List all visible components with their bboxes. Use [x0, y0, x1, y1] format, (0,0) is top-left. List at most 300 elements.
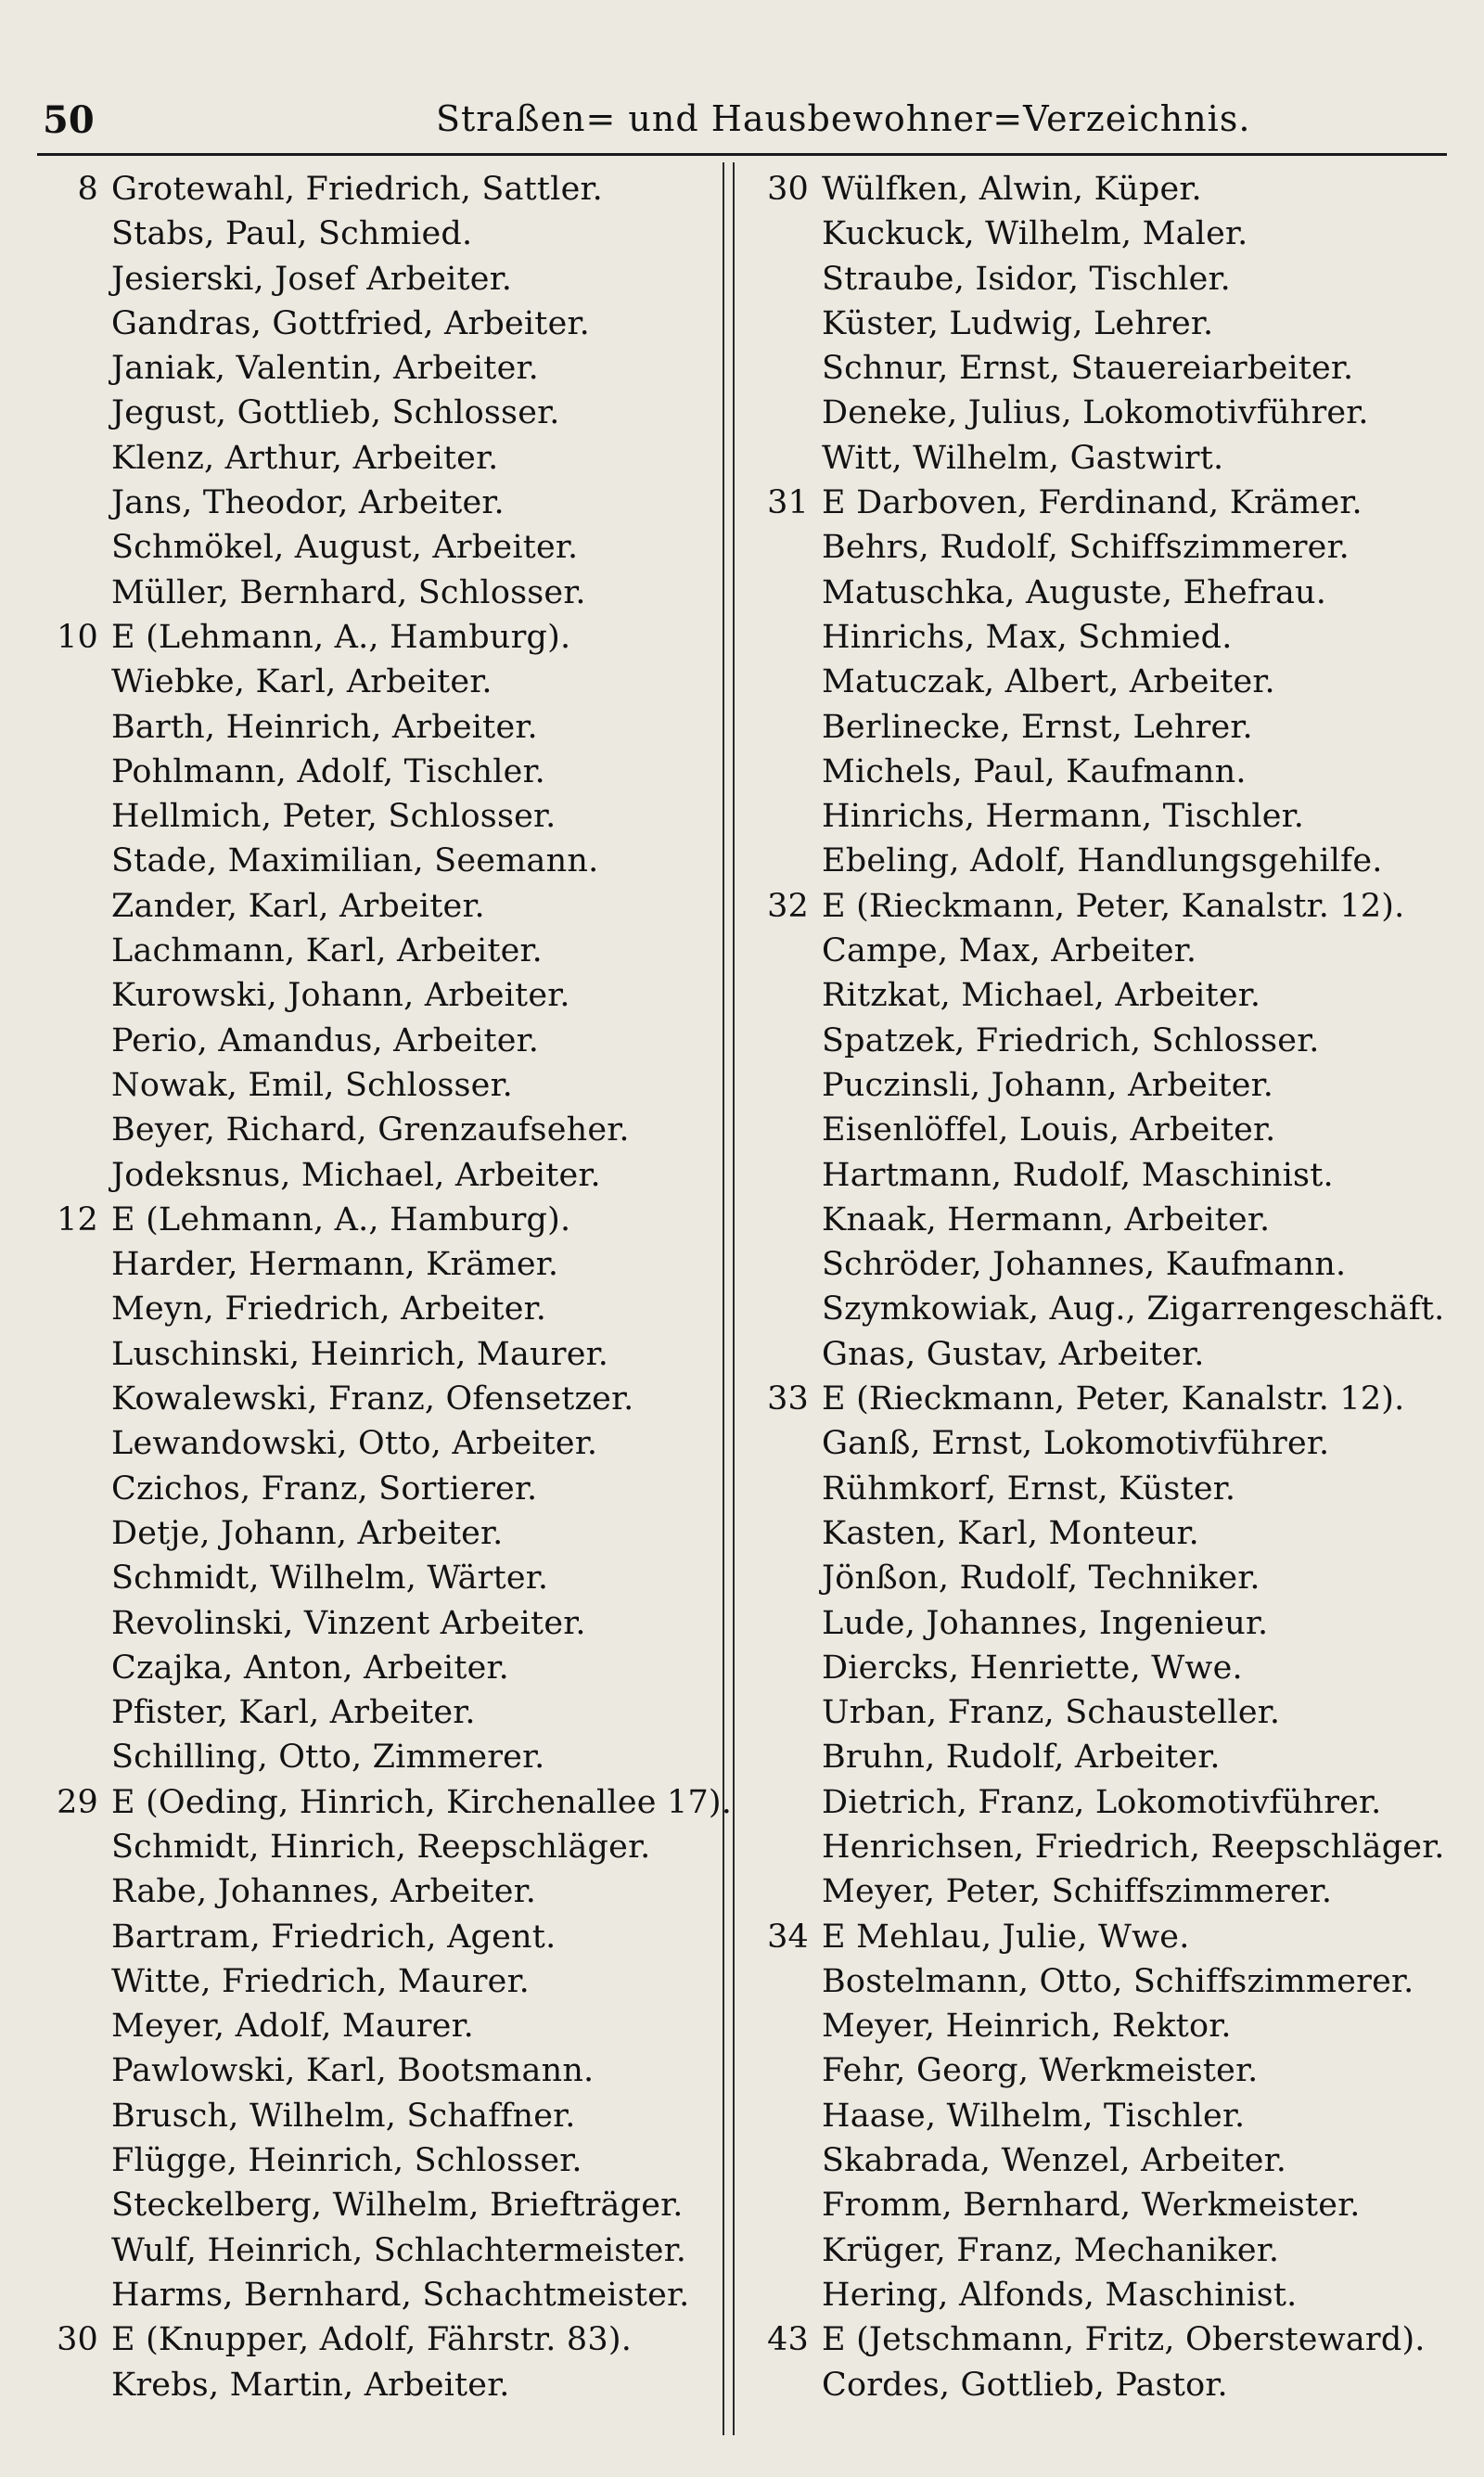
resident-entry: Steckelberg, Wilhelm, Briefträger.: [111, 2187, 684, 2225]
resident-entry: Brusch, Wilhelm, Schaffner.: [111, 2097, 576, 2135]
house-number: [733, 212, 822, 256]
house-number: [733, 1735, 822, 1779]
resident-entry: Czajka, Anton, Arbeiter.: [111, 1649, 509, 1687]
resident-entry: Szymkowiak, Aug., Zigarrengeschäft.: [822, 1290, 1445, 1328]
house-number: [733, 1556, 822, 1600]
house-number: [733, 391, 822, 435]
house-number: [37, 212, 111, 256]
resident-entry: Kowalewski, Franz, Ofensetzer.: [111, 1380, 634, 1418]
house-number: [733, 2094, 822, 2138]
directory-entry: [733, 2138, 1465, 2183]
resident-entry: Rabe, Johannes, Arbeiter.: [111, 1873, 537, 1911]
house-number: [733, 1511, 822, 1556]
resident-entry: Schnur, Ernst, Stauereiarbeiter.: [822, 350, 1354, 388]
resident-entry: Nowak, Emil, Schlosser.: [111, 1066, 513, 1104]
house-number: [733, 660, 822, 704]
directory-entry: [733, 346, 1465, 391]
directory-entry: [733, 1735, 1465, 1779]
house-number: [37, 1646, 111, 1690]
resident-entry: Knaak, Hermann, Arbeiter.: [822, 1200, 1271, 1238]
house-number: [733, 794, 822, 839]
directory-entry: [37, 1198, 723, 1242]
resident-entry: Küster, Ludwig, Lehrer.: [822, 304, 1214, 342]
directory-entry: [733, 212, 1465, 256]
resident-entry: Stade, Maximilian, Seemann.: [111, 842, 599, 880]
house-number: [733, 346, 822, 391]
resident-entry: Czichos, Franz, Sortierer.: [111, 1470, 538, 1508]
house-number: [37, 571, 111, 615]
house-number: [37, 1601, 111, 1646]
house-number: [37, 2363, 111, 2407]
directory-entry: [37, 1825, 723, 1869]
directory-entry: [37, 1108, 723, 1152]
house-number: [37, 1153, 111, 1198]
directory-entry: [733, 167, 1465, 212]
directory-entry: [37, 884, 723, 929]
directory-entry: [37, 1063, 723, 1108]
resident-entry: Meyer, Adolf, Maurer.: [111, 2008, 474, 2046]
directory-entry: [37, 794, 723, 839]
resident-entry: Skabrada, Wenzel, Arbeiter.: [822, 2142, 1287, 2180]
house-number: 31: [767, 484, 809, 522]
directory-entry: [733, 660, 1465, 704]
directory-entry: [37, 615, 723, 660]
house-number: 30: [57, 2321, 98, 2359]
directory-entry: [733, 2094, 1465, 2138]
directory-entry: [37, 302, 723, 346]
house-number: 32: [767, 887, 809, 925]
house-number: [733, 1019, 822, 1063]
resident-entry: Revolinski, Vinzent Arbeiter.: [111, 1604, 586, 1642]
house-number: [37, 1332, 111, 1377]
house-number: [37, 660, 111, 704]
resident-entry: Hellmich, Peter, Schlosser.: [111, 798, 556, 836]
directory-entry: [37, 2317, 723, 2362]
house-number: [733, 302, 822, 346]
directory-entry: [37, 2138, 723, 2183]
house-number: [37, 2138, 111, 2183]
house-number: [733, 1646, 822, 1690]
directory-entry: [37, 346, 723, 391]
house-number: 30: [767, 171, 809, 208]
resident-entry: Haase, Wilhelm, Tischler.: [822, 2097, 1246, 2135]
directory-entry: [37, 2183, 723, 2227]
directory-entry: [733, 1915, 1465, 1959]
house-number: [733, 1421, 822, 1466]
resident-entry: Straube, Isidor, Tischler.: [822, 260, 1231, 298]
directory-entry: [733, 1780, 1465, 1825]
house-number: [37, 1825, 111, 1869]
house-number: [37, 1915, 111, 1959]
house-number: [733, 2363, 822, 2407]
resident-entry: Pohlmann, Adolf, Tischler.: [111, 752, 545, 790]
house-number: [733, 929, 822, 973]
house-number: [37, 2004, 111, 2048]
resident-entry: Fehr, Georg, Werkmeister.: [822, 2052, 1259, 2090]
resident-entry: Ebeling, Adolf, Handlungsgehilfe.: [822, 842, 1383, 880]
resident-entry: Perio, Amandus, Arbeiter.: [111, 1021, 540, 1059]
directory-entry: [37, 1735, 723, 1779]
directory-entry: [37, 391, 723, 435]
resident-entry: Meyn, Friedrich, Arbeiter.: [111, 1290, 547, 1328]
directory-entry: [733, 481, 1465, 525]
resident-entry: E Darboven, Ferdinand, Krämer.: [822, 484, 1362, 522]
resident-entry: Gandras, Gottfried, Arbeiter.: [111, 304, 590, 342]
directory-entry: [733, 302, 1465, 346]
directory-entry: [37, 257, 723, 302]
directory-entry: [733, 1556, 1465, 1600]
resident-entry: Schmidt, Hinrich, Reepschläger.: [111, 1828, 651, 1866]
resident-entry: Jönßon, Rudolf, Techniker.: [822, 1559, 1260, 1598]
running-title: Straßen= und Hausbewohner=Verzeichnis.: [436, 98, 1251, 139]
house-number: [37, 2048, 111, 2093]
resident-entry: Grotewahl, Friedrich, Sattler.: [111, 171, 603, 208]
resident-entry: Fromm, Bernhard, Werkmeister.: [822, 2187, 1361, 2225]
resident-entry: Harms, Bernhard, Schachtmeister.: [111, 2276, 690, 2314]
resident-entry: Schröder, Johannes, Kaufmann.: [822, 1246, 1347, 1284]
house-number: [37, 2228, 111, 2273]
house-number: [37, 436, 111, 481]
directory-entry: [37, 1511, 723, 1556]
directory-entry: [733, 1959, 1465, 2004]
header-rule: [37, 153, 1447, 156]
house-number: [733, 1108, 822, 1152]
house-number: [37, 1063, 111, 1108]
house-number: [37, 884, 111, 929]
resident-entry: Krebs, Martin, Arbeiter.: [111, 2366, 510, 2404]
directory-entry: [733, 1601, 1465, 1646]
house-number: [37, 1242, 111, 1287]
house-number: [37, 1690, 111, 1735]
directory-entry: [37, 1959, 723, 2004]
directory-entry: [37, 1556, 723, 1600]
directory-entry: [37, 1601, 723, 1646]
resident-entry: Kasten, Karl, Monteur.: [822, 1514, 1199, 1552]
resident-entry: Detje, Johann, Arbeiter.: [111, 1514, 504, 1552]
resident-entry: E (Lehmann, A., Hamburg).: [111, 1200, 571, 1238]
house-number: [733, 1287, 822, 1331]
directory-entry: [37, 436, 723, 481]
resident-entry: Michels, Paul, Kaufmann.: [822, 752, 1247, 790]
directory-entry: [733, 525, 1465, 570]
house-number: [733, 2228, 822, 2273]
house-number: [733, 1332, 822, 1377]
house-number: [733, 525, 822, 570]
resident-entry: E Mehlau, Julie, Wwe.: [822, 1918, 1190, 1956]
directory-entry: [37, 660, 723, 704]
directory-entry: [37, 2273, 723, 2317]
house-number: 8: [77, 171, 98, 208]
directory-entry: [733, 1198, 1465, 1242]
house-number: [733, 436, 822, 481]
house-number: [37, 1467, 111, 1511]
resident-entry: Spatzek, Friedrich, Schlosser.: [822, 1021, 1320, 1059]
house-number: [37, 1421, 111, 1466]
house-number: [37, 1556, 111, 1600]
resident-entry: Janiak, Valentin, Arbeiter.: [111, 350, 539, 388]
directory-entry: [37, 2094, 723, 2138]
house-number: [733, 571, 822, 615]
directory-entry: [733, 571, 1465, 615]
resident-entry: Krüger, Franz, Mechaniker.: [822, 2231, 1280, 2269]
house-number: [37, 346, 111, 391]
resident-entry: Campe, Max, Arbeiter.: [822, 932, 1197, 970]
resident-entry: Schmökel, August, Arbeiter.: [111, 529, 579, 567]
directory-entry: [733, 1019, 1465, 1063]
house-number: [733, 1601, 822, 1646]
house-number: [37, 1511, 111, 1556]
resident-entry: Bartram, Friedrich, Agent.: [111, 1918, 556, 1956]
house-number: [37, 302, 111, 346]
house-number: 43: [767, 2321, 809, 2359]
house-number: [733, 1780, 822, 1825]
resident-entry: Pawlowski, Karl, Bootsmann.: [111, 2052, 595, 2090]
house-number: [733, 839, 822, 883]
house-number: [733, 2183, 822, 2227]
resident-entry: Matuczak, Albert, Arbeiter.: [822, 663, 1275, 701]
directory-entry: [733, 1242, 1465, 1287]
directory-entry: [733, 929, 1465, 973]
house-number: [733, 1825, 822, 1869]
directory-entry: [37, 705, 723, 750]
house-number: [733, 750, 822, 794]
house-number: [733, 1959, 822, 2004]
resident-entry: Schilling, Otto, Zimmerer.: [111, 1739, 545, 1777]
house-number: [37, 929, 111, 973]
resident-entry: Rühmkorf, Ernst, Küster.: [822, 1470, 1236, 1508]
resident-entry: Barth, Heinrich, Arbeiter.: [111, 708, 538, 746]
resident-entry: Witte, Friedrich, Maurer.: [111, 1962, 530, 2000]
house-number: [733, 2004, 822, 2048]
house-number: [37, 794, 111, 839]
directory-entry: [37, 750, 723, 794]
resident-entry: Hering, Alfonds, Maschinist.: [822, 2276, 1298, 2314]
house-number: [37, 525, 111, 570]
directory-entry: [37, 1690, 723, 1735]
resident-entry: Lewandowski, Otto, Arbeiter.: [111, 1425, 598, 1463]
house-number: [37, 705, 111, 750]
directory-entry: [733, 1377, 1465, 1421]
resident-entry: Luschinski, Heinrich, Maurer.: [111, 1335, 609, 1373]
left-column: [37, 167, 733, 2407]
directory-entry: [733, 2363, 1465, 2407]
house-number: [37, 391, 111, 435]
resident-entry: Deneke, Julius, Lokomotivführer.: [822, 394, 1369, 432]
directory-entry: [733, 2317, 1465, 2362]
directory-entry: [37, 1153, 723, 1198]
resident-entry: Dietrich, Franz, Lokomotivführer.: [822, 1783, 1382, 1821]
directory-entry: [37, 2004, 723, 2048]
resident-entry: Hinrichs, Max, Schmied.: [822, 618, 1233, 656]
directory-entry: [733, 615, 1465, 660]
house-number: 10: [57, 618, 98, 656]
resident-entry: Witt, Wilhelm, Gastwirt.: [822, 439, 1224, 477]
directory-entry: [733, 1869, 1465, 1914]
directory-entry: [733, 1287, 1465, 1331]
house-number: [37, 750, 111, 794]
directory-entry: [733, 884, 1465, 929]
directory-entry: [733, 2183, 1465, 2227]
resident-entry: E (Oeding, Hinrich, Kirchenallee 17).: [111, 1783, 733, 1821]
house-number: [37, 2183, 111, 2227]
house-number: 12: [57, 1200, 98, 1238]
house-number: [733, 1242, 822, 1287]
resident-entry: Gnas, Gustav, Arbeiter.: [822, 1335, 1205, 1373]
resident-entry: Kuckuck, Wilhelm, Maler.: [822, 215, 1248, 253]
house-number: [733, 1153, 822, 1198]
directory-entry: [37, 1467, 723, 1511]
house-number: [37, 1869, 111, 1914]
resident-entry: Lude, Johannes, Ingenieur.: [822, 1604, 1269, 1642]
directory-entry: [37, 167, 723, 212]
directory-entry: [37, 1421, 723, 1466]
directory-entry: [733, 705, 1465, 750]
house-number: 29: [57, 1783, 98, 1821]
directory-entry: [733, 1421, 1465, 1466]
directory-entry: [37, 929, 723, 973]
resident-entry: Beyer, Richard, Grenzaufseher.: [111, 1111, 630, 1149]
house-number: [37, 2273, 111, 2317]
directory-entry: [733, 839, 1465, 883]
resident-entry: Klenz, Arthur, Arbeiter.: [111, 439, 499, 477]
resident-entry: Hartmann, Rudolf, Maschinist.: [822, 1156, 1334, 1194]
resident-entry: Schmidt, Wilhelm, Wärter.: [111, 1559, 549, 1598]
directory-entry: [733, 436, 1465, 481]
resident-entry: Ritzkat, Michael, Arbeiter.: [822, 977, 1261, 1015]
resident-entry: Matuschka, Auguste, Ehefrau.: [822, 573, 1327, 611]
resident-entry: Urban, Franz, Schausteller.: [822, 1694, 1281, 1732]
directory-entry: [733, 1825, 1465, 1869]
house-number: [37, 2094, 111, 2138]
house-number: [733, 2048, 822, 2093]
resident-entry: Meyer, Heinrich, Rektor.: [822, 2008, 1232, 2046]
resident-entry: Hinrichs, Hermann, Tischler.: [822, 798, 1305, 836]
directory-entry: [37, 1287, 723, 1331]
directory-entry: [733, 2273, 1465, 2317]
directory-entry: [733, 391, 1465, 435]
resident-entry: E (Jetschmann, Fritz, Obersteward).: [822, 2321, 1426, 2359]
house-number: 34: [767, 1918, 809, 1956]
house-number: [733, 615, 822, 660]
house-number: [37, 1377, 111, 1421]
directory-entry: [733, 2048, 1465, 2093]
house-number: [733, 1690, 822, 1735]
resident-entry: E (Knupper, Adolf, Fährstr. 83).: [111, 2321, 633, 2359]
house-number: [733, 2273, 822, 2317]
directory-entry: [733, 1108, 1465, 1152]
house-number: [37, 1019, 111, 1063]
directory-entry: [37, 1019, 723, 1063]
directory-entry: [37, 1242, 723, 1287]
resident-entry: Cordes, Gottlieb, Pastor.: [822, 2366, 1228, 2404]
resident-entry: Jesierski, Josef Arbeiter.: [111, 260, 513, 298]
house-number: [37, 1108, 111, 1152]
directory-entry: [733, 1153, 1465, 1198]
page-number: 50: [43, 98, 95, 142]
resident-entry: E (Rieckmann, Peter, Kanalstr. 12).: [822, 887, 1405, 925]
house-number: [37, 1959, 111, 2004]
directory-entry: [733, 1646, 1465, 1690]
house-number: [37, 1735, 111, 1779]
resident-entry: Pfister, Karl, Arbeiter.: [111, 1694, 476, 1732]
directory-entry: [37, 1869, 723, 1914]
resident-entry: Berlinecke, Ernst, Lehrer.: [822, 708, 1253, 746]
directory-entry: [37, 2363, 723, 2407]
resident-entry: Kurowski, Johann, Arbeiter.: [111, 977, 570, 1015]
directory-entry: [37, 1915, 723, 1959]
resident-entry: Henrichsen, Friedrich, Reepschläger.: [822, 1828, 1445, 1866]
resident-entry: Müller, Bernhard, Schlosser.: [111, 573, 586, 611]
resident-entry: Eisenlöffel, Louis, Arbeiter.: [822, 1111, 1276, 1149]
resident-entry: Harder, Hermann, Krämer.: [111, 1246, 559, 1284]
resident-entry: Wiebke, Karl, Arbeiter.: [111, 663, 493, 701]
house-number: [733, 2138, 822, 2183]
directory-entry: [733, 1063, 1465, 1108]
resident-entry: Ganß, Ernst, Lokomotivführer.: [822, 1425, 1330, 1463]
directory-entry: [37, 2228, 723, 2273]
house-number: [733, 257, 822, 302]
directory-entry: [733, 257, 1465, 302]
directory-entry: [733, 750, 1465, 794]
house-number: [733, 1063, 822, 1108]
resident-entry: Meyer, Peter, Schiffszimmerer.: [822, 1873, 1333, 1911]
directory-entry: [733, 794, 1465, 839]
directory-entry: [733, 2004, 1465, 2048]
resident-entry: Wulf, Heinrich, Schlachtermeister.: [111, 2231, 687, 2269]
house-number: 33: [767, 1380, 809, 1418]
directory-entry: [37, 571, 723, 615]
house-number: [37, 1287, 111, 1331]
directory-entry: [37, 839, 723, 883]
directory-entry: [733, 1511, 1465, 1556]
resident-entry: Zander, Karl, Arbeiter.: [111, 887, 485, 925]
directory-entry: [733, 1467, 1465, 1511]
resident-entry: Lachmann, Karl, Arbeiter.: [111, 932, 543, 970]
resident-entry: Bruhn, Rudolf, Arbeiter.: [822, 1739, 1221, 1777]
resident-entry: E (Lehmann, A., Hamburg).: [111, 618, 571, 656]
house-number: [733, 705, 822, 750]
directory-entry: [37, 1646, 723, 1690]
directory-entry: [37, 1332, 723, 1377]
resident-entry: Stabs, Paul, Schmied.: [111, 215, 473, 253]
resident-entry: Wülfken, Alwin, Küper.: [822, 171, 1202, 208]
house-number: [733, 973, 822, 1018]
house-number: [37, 973, 111, 1018]
directory-entry: [37, 2048, 723, 2093]
page-header: [37, 93, 1465, 148]
house-number: [733, 1869, 822, 1914]
directory-entry: [733, 1332, 1465, 1377]
resident-entry: Jodeksnus, Michael, Arbeiter.: [111, 1156, 601, 1194]
directory-entry: [37, 525, 723, 570]
house-number: [37, 257, 111, 302]
right-column: [733, 167, 1465, 2407]
resident-entry: Puczinsli, Johann, Arbeiter.: [822, 1066, 1274, 1104]
house-number: [733, 1467, 822, 1511]
resident-entry: Behrs, Rudolf, Schiffszimmerer.: [822, 529, 1350, 567]
resident-entry: E (Rieckmann, Peter, Kanalstr. 12).: [822, 1380, 1405, 1418]
resident-entry: Diercks, Henriette, Wwe.: [822, 1649, 1243, 1687]
resident-entry: Flügge, Heinrich, Schlosser.: [111, 2142, 582, 2180]
house-number: [37, 839, 111, 883]
resident-entry: Jegust, Gottlieb, Schlosser.: [111, 394, 560, 432]
directory-entry: [37, 1780, 733, 1825]
house-number: [733, 1198, 822, 1242]
directory-entry: [733, 2228, 1465, 2273]
directory-entry: [37, 1377, 723, 1421]
directory-entry: [733, 973, 1465, 1018]
directory-entry: [37, 212, 723, 256]
